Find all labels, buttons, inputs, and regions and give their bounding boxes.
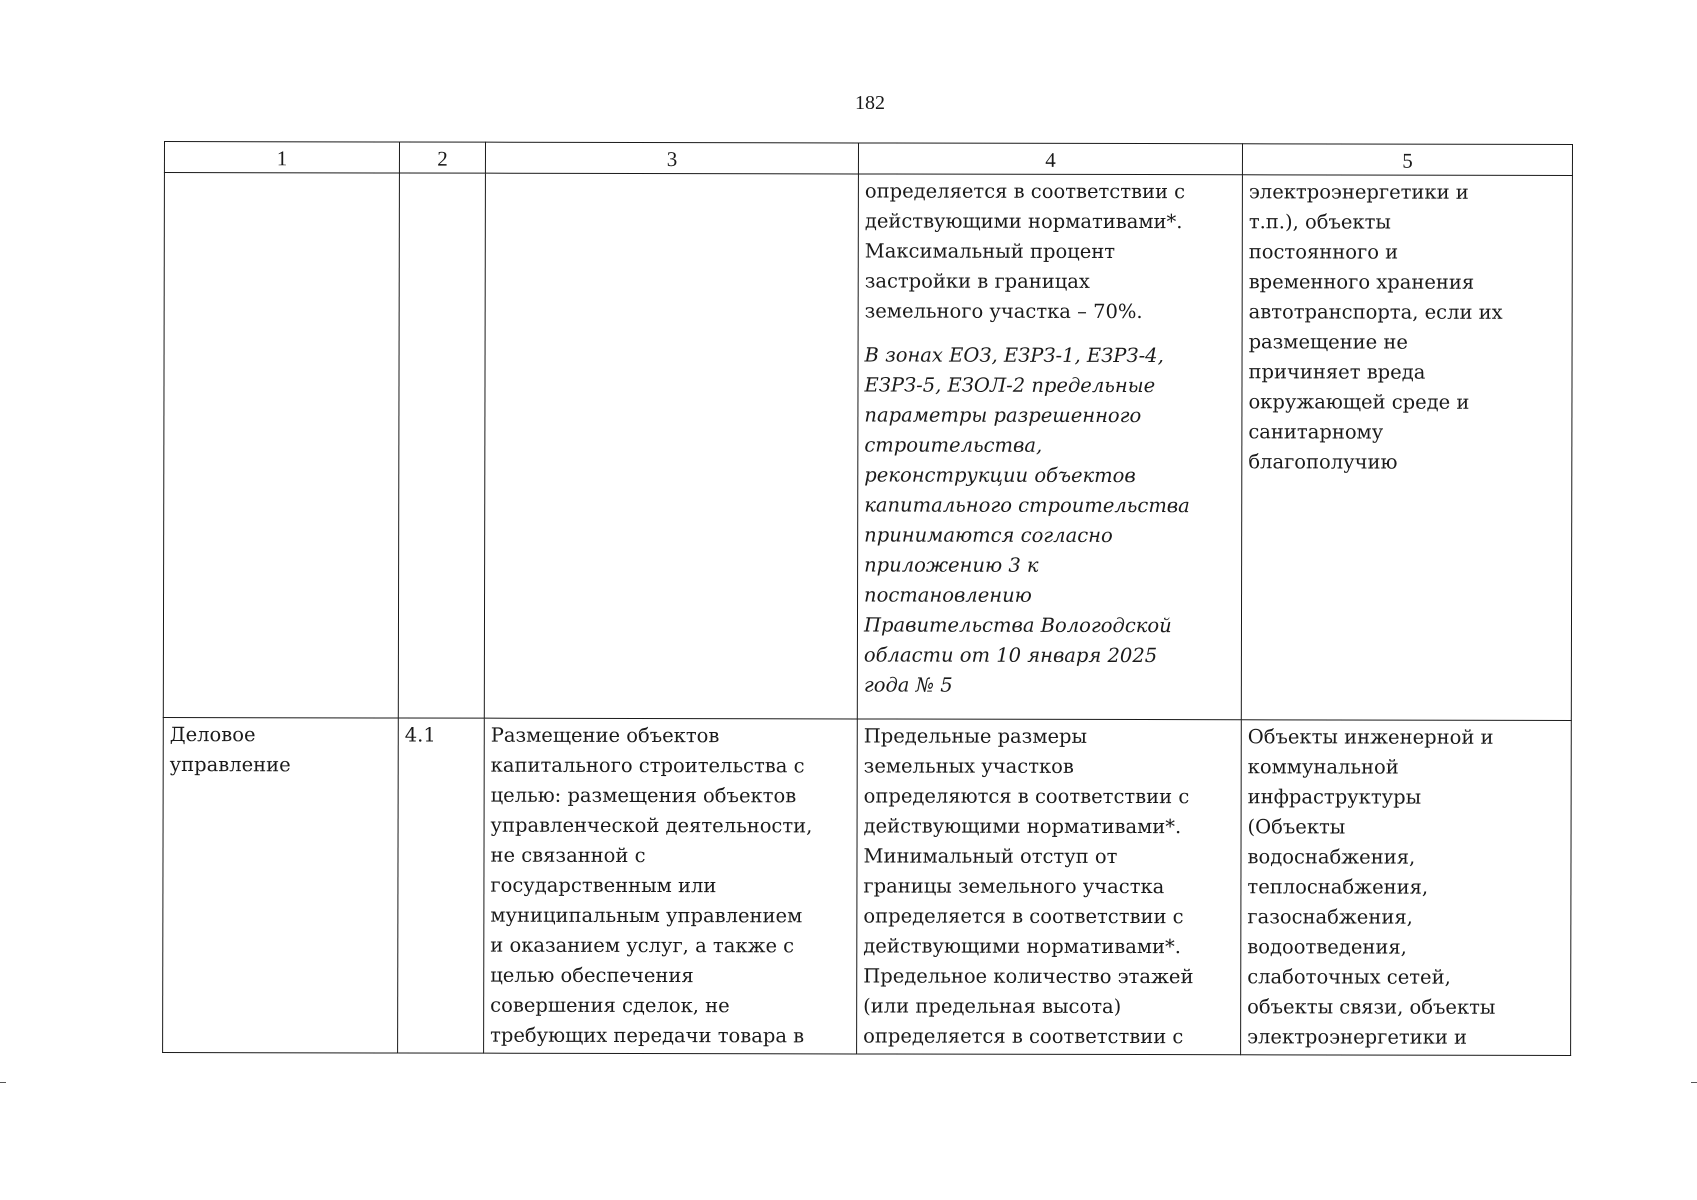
row1-cell-parameters [857,174,1242,720]
table-row [163,717,1572,1055]
scan-edge-mark-left [0,1082,6,1083]
zoning-regulations-table [162,141,1573,1056]
table-row [163,173,1572,721]
row1-cell-code [398,173,485,718]
row1-parameters-italic-note: В зонах ЕОЗ, ЕЗРЗ-1, ЕЗРЗ-4, ЕЗРЗ-5, ЕЗОЛ-2 предельные параметры разрешенного строительства, реконструкции объектов капитального строительства принимаются согласно приложению 3 к постановлению Правительства Вологодской области от 10 января 2025 года № 5 [863,343,1190,697]
row2-cell-auxiliary-objects: Объекты инженерной и коммунальной инфраструктуры (Объекты водоснабжения, теплоснабжения, газоснабжения, водоотведения, слаботочных сетей, объекты связи, объекты электроэнергетики и [1241,720,1572,1056]
row2-cell-use-type: Деловое управление [163,717,399,1052]
row2-cell-parameters: Предельные размеры земельных участков определяются в соответствии с действующими нормативами*. Минимальный отступ от границы земельного участка определяется в соответствии с действующими нормативами*. Предельное количество этажей (или предельная высота) определяется в соответствии с [857,719,1242,1055]
row1-cell-auxiliary-objects: электроэнергетики и т.п.), объекты постоянного и временного хранения автотранспорта, если их размещение не причиняет вреда окружающей среде и санитарному благополучию [1241,175,1572,721]
header-cell-1: 1 [164,142,399,173]
row1-cell-use-type [163,173,399,718]
table-header-row [164,142,1572,176]
header-cell-2: 2 [399,142,485,173]
page-number: 182 [855,92,885,114]
row2-cell-description: Размещение объектов капитального строительства с целью: размещения объектов управленческой деятельности, не связанной с государственным или муниципальным управлением и оказанием услуг, а также с целью обеспечения совершения сделок, не требующих передачи товара в [484,718,858,1054]
header-cell-4: 4 [858,143,1242,175]
row2-cell-code: 4.1 [398,718,485,1053]
header-cell-3: 3 [485,142,858,174]
header-cell-5: 5 [1242,144,1572,176]
row1-parameters-text: определяется в соответствии с действующими нормативами*. Максимальный процент застройки в границах земельного участка – 70%. [864,179,1186,324]
scan-edge-mark-right [1691,1082,1697,1083]
row1-cell-description [484,173,858,719]
